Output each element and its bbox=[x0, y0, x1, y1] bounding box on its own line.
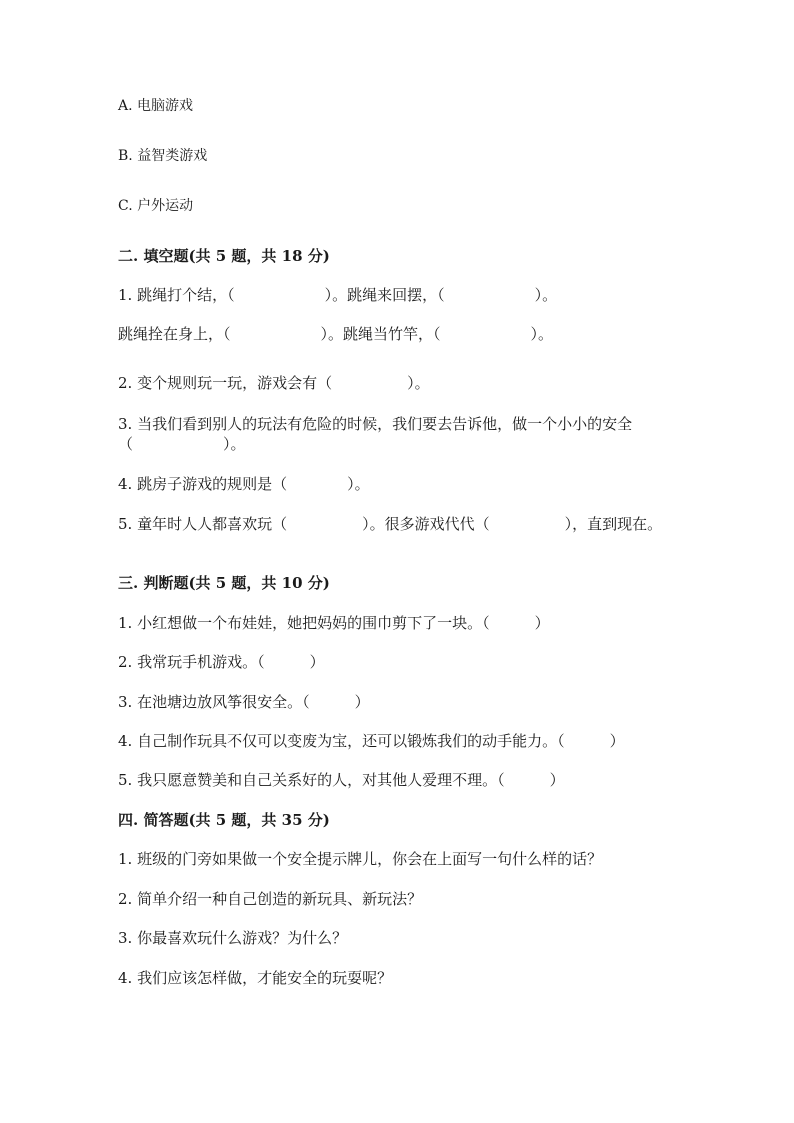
true-false-question-1: 1. 小红想做一个布娃娃，她把妈妈的围巾剪下了一块。（ ） bbox=[118, 614, 550, 632]
short-answer-question-4: 4. 我们应该怎样做，才能安全的玩耍呢？ bbox=[118, 969, 393, 987]
fill-blank-question-4: 4. 跳房子游戏的规则是（ ）。 bbox=[118, 475, 370, 493]
short-answer-question-1: 1. 班级的门旁如果做一个安全提示牌儿，你会在上面写一句什么样的话？ bbox=[118, 850, 603, 868]
option-c: C. 户外运动 bbox=[118, 198, 194, 214]
option-b: B. 益智类游戏 bbox=[118, 148, 208, 164]
true-false-question-3: 3. 在池塘边放风筝很安全。（ ） bbox=[118, 693, 370, 711]
fill-blank-question-3: 3. 当我们看到别人的玩法有危险的时候，我们要去告诉他，做一个小小的安全（ ）。 bbox=[118, 415, 633, 453]
fill-blank-question-2: 2. 变个规则玩一玩，游戏会有（ ）。 bbox=[118, 374, 430, 392]
option-a: A. 电脑游戏 bbox=[118, 98, 194, 114]
fill-blank-question-1-line-2: 跳绳拴在身上，（ ）。跳绳当竹竿，（ ）。 bbox=[118, 325, 554, 343]
true-false-question-2: 2. 我常玩手机游戏。（ ） bbox=[118, 653, 325, 671]
true-false-question-5: 5. 我只愿意赞美和自己关系好的人，对其他人爱理不理。（ ） bbox=[118, 771, 565, 789]
short-answer-question-3: 3. 你最喜欢玩什么游戏？为什么？ bbox=[118, 929, 348, 947]
section-title-fill-blank: 二. 填空题(共 5 题，共 18 分) bbox=[118, 247, 330, 265]
true-false-question-4: 4. 自己制作玩具不仅可以变废为宝，还可以锻炼我们的动手能力。（ ） bbox=[118, 732, 625, 750]
section-title-short-answer: 四. 简答题(共 5 题，共 35 分) bbox=[118, 811, 330, 829]
short-answer-question-2: 2. 简单介绍一种自己创造的新玩具、新玩法？ bbox=[118, 890, 423, 908]
fill-blank-question-1-line-1: 1. 跳绳打个结，（ ）。跳绳来回摆，（ ）。 bbox=[118, 286, 558, 304]
fill-blank-question-5: 5. 童年时人人都喜欢玩（ ）。很多游戏代代（ ），直到现在。 bbox=[118, 515, 663, 533]
section-title-true-false: 三. 判断题(共 5 题，共 10 分) bbox=[118, 574, 330, 592]
